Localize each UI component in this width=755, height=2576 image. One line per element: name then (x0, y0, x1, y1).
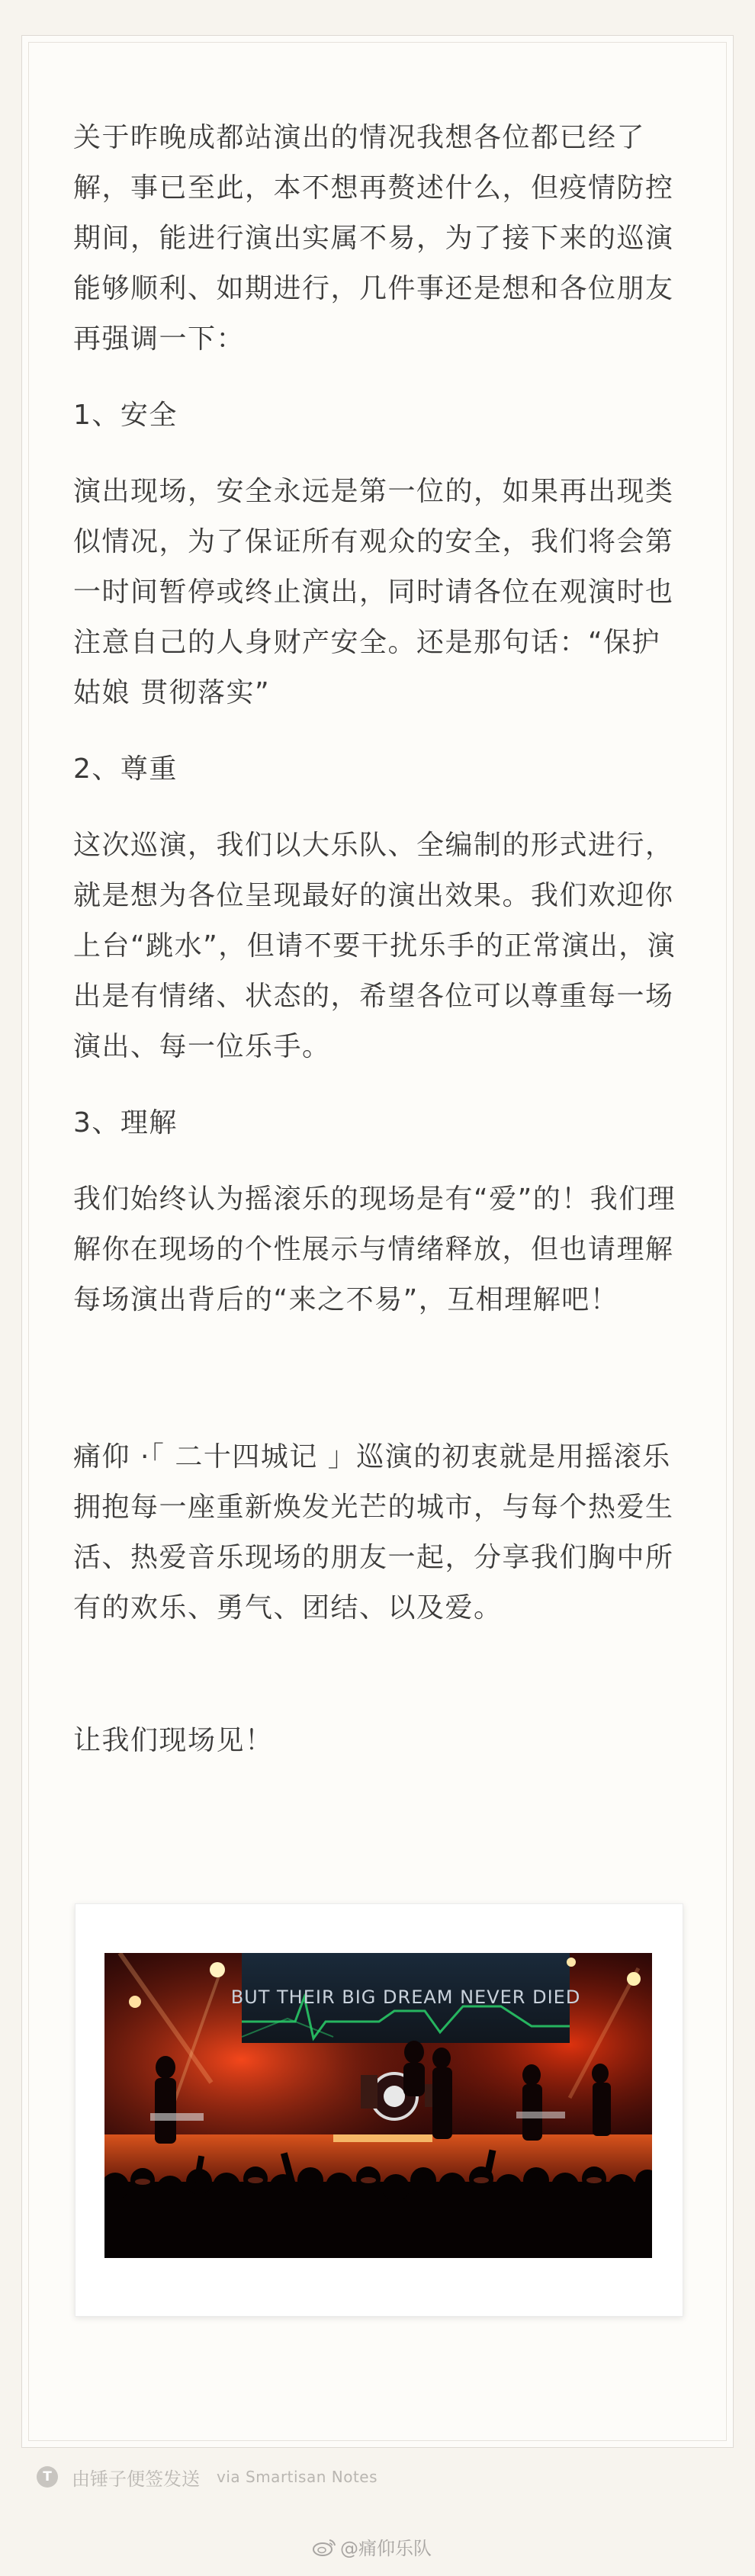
stage-screen-text: BUT THEIR BIG DREAM NEVER DIED (230, 1987, 581, 2008)
concert-photo (104, 1953, 652, 2258)
safety-paragraph: 演出现场，安全永远是第一位的，如果再出现类似情况，为了保证所有观众的安全，我们将会第一时间暂停或终止演出，同时请各位在观演时也注意自己的人身财产安全。还是那句话：“保护姑娘 贯彻落实” (73, 476, 674, 708)
via-app-label: via Smartisan Notes (217, 2468, 378, 2486)
weibo-logo-icon (311, 2536, 337, 2558)
note-footer (37, 2462, 378, 2492)
smartisan-t-icon: T (37, 2466, 58, 2488)
closing-line: 让我们现场见！ (73, 1725, 274, 1756)
section-heading-safety: 1、安全 (73, 400, 178, 431)
respect-paragraph: 这次巡演，我们以大乐队、全编制的形式进行，就是想为各位呈现最好的演出效果。我们欢迎你上台“跳水”，但请不要干扰乐手的正常演出，演出是有情绪、状态的，希望各位可以尊重每一场演出、每一位乐手。 (73, 830, 676, 1062)
tour-paragraph: 痛仰 ·「 二十四城记 」巡演的初衷就是用摇滚乐拥抱每一座重新焕发光芒的城市，与每个热爱生活、热爱音乐现场的朋友一起，分享我们胸中所有的欢乐、勇气、团结、以及爱。 (73, 1441, 674, 1624)
understanding-paragraph: 我们始终认为摇滚乐的现场是有“爱”的！我们理解你在现场的个性展示与情绪释放，但也请理解每场演出背后的“来之不易”，互相理解吧！ (73, 1184, 676, 1315)
weibo-watermark (311, 2533, 432, 2560)
watermark-text: @痛仰乐队 (340, 2538, 432, 2559)
section-heading-understanding: 3、理解 (73, 1107, 178, 1139)
intro-paragraph: 关于昨晚成都站演出的情况我想各位都已经了解，事已至此，本不想再赘述什么，但疫情防控期间，能进行演出实属不易，为了接下来的巡演能够顺利、如期进行，几件事还是想和各位朋友再强调一下： (73, 122, 674, 355)
section-heading-respect: 2、尊重 (73, 753, 178, 785)
note-body (73, 113, 683, 1766)
sent-via-label: 由锤子便签发送 (72, 2468, 200, 2490)
photo-frame (75, 1903, 683, 2317)
